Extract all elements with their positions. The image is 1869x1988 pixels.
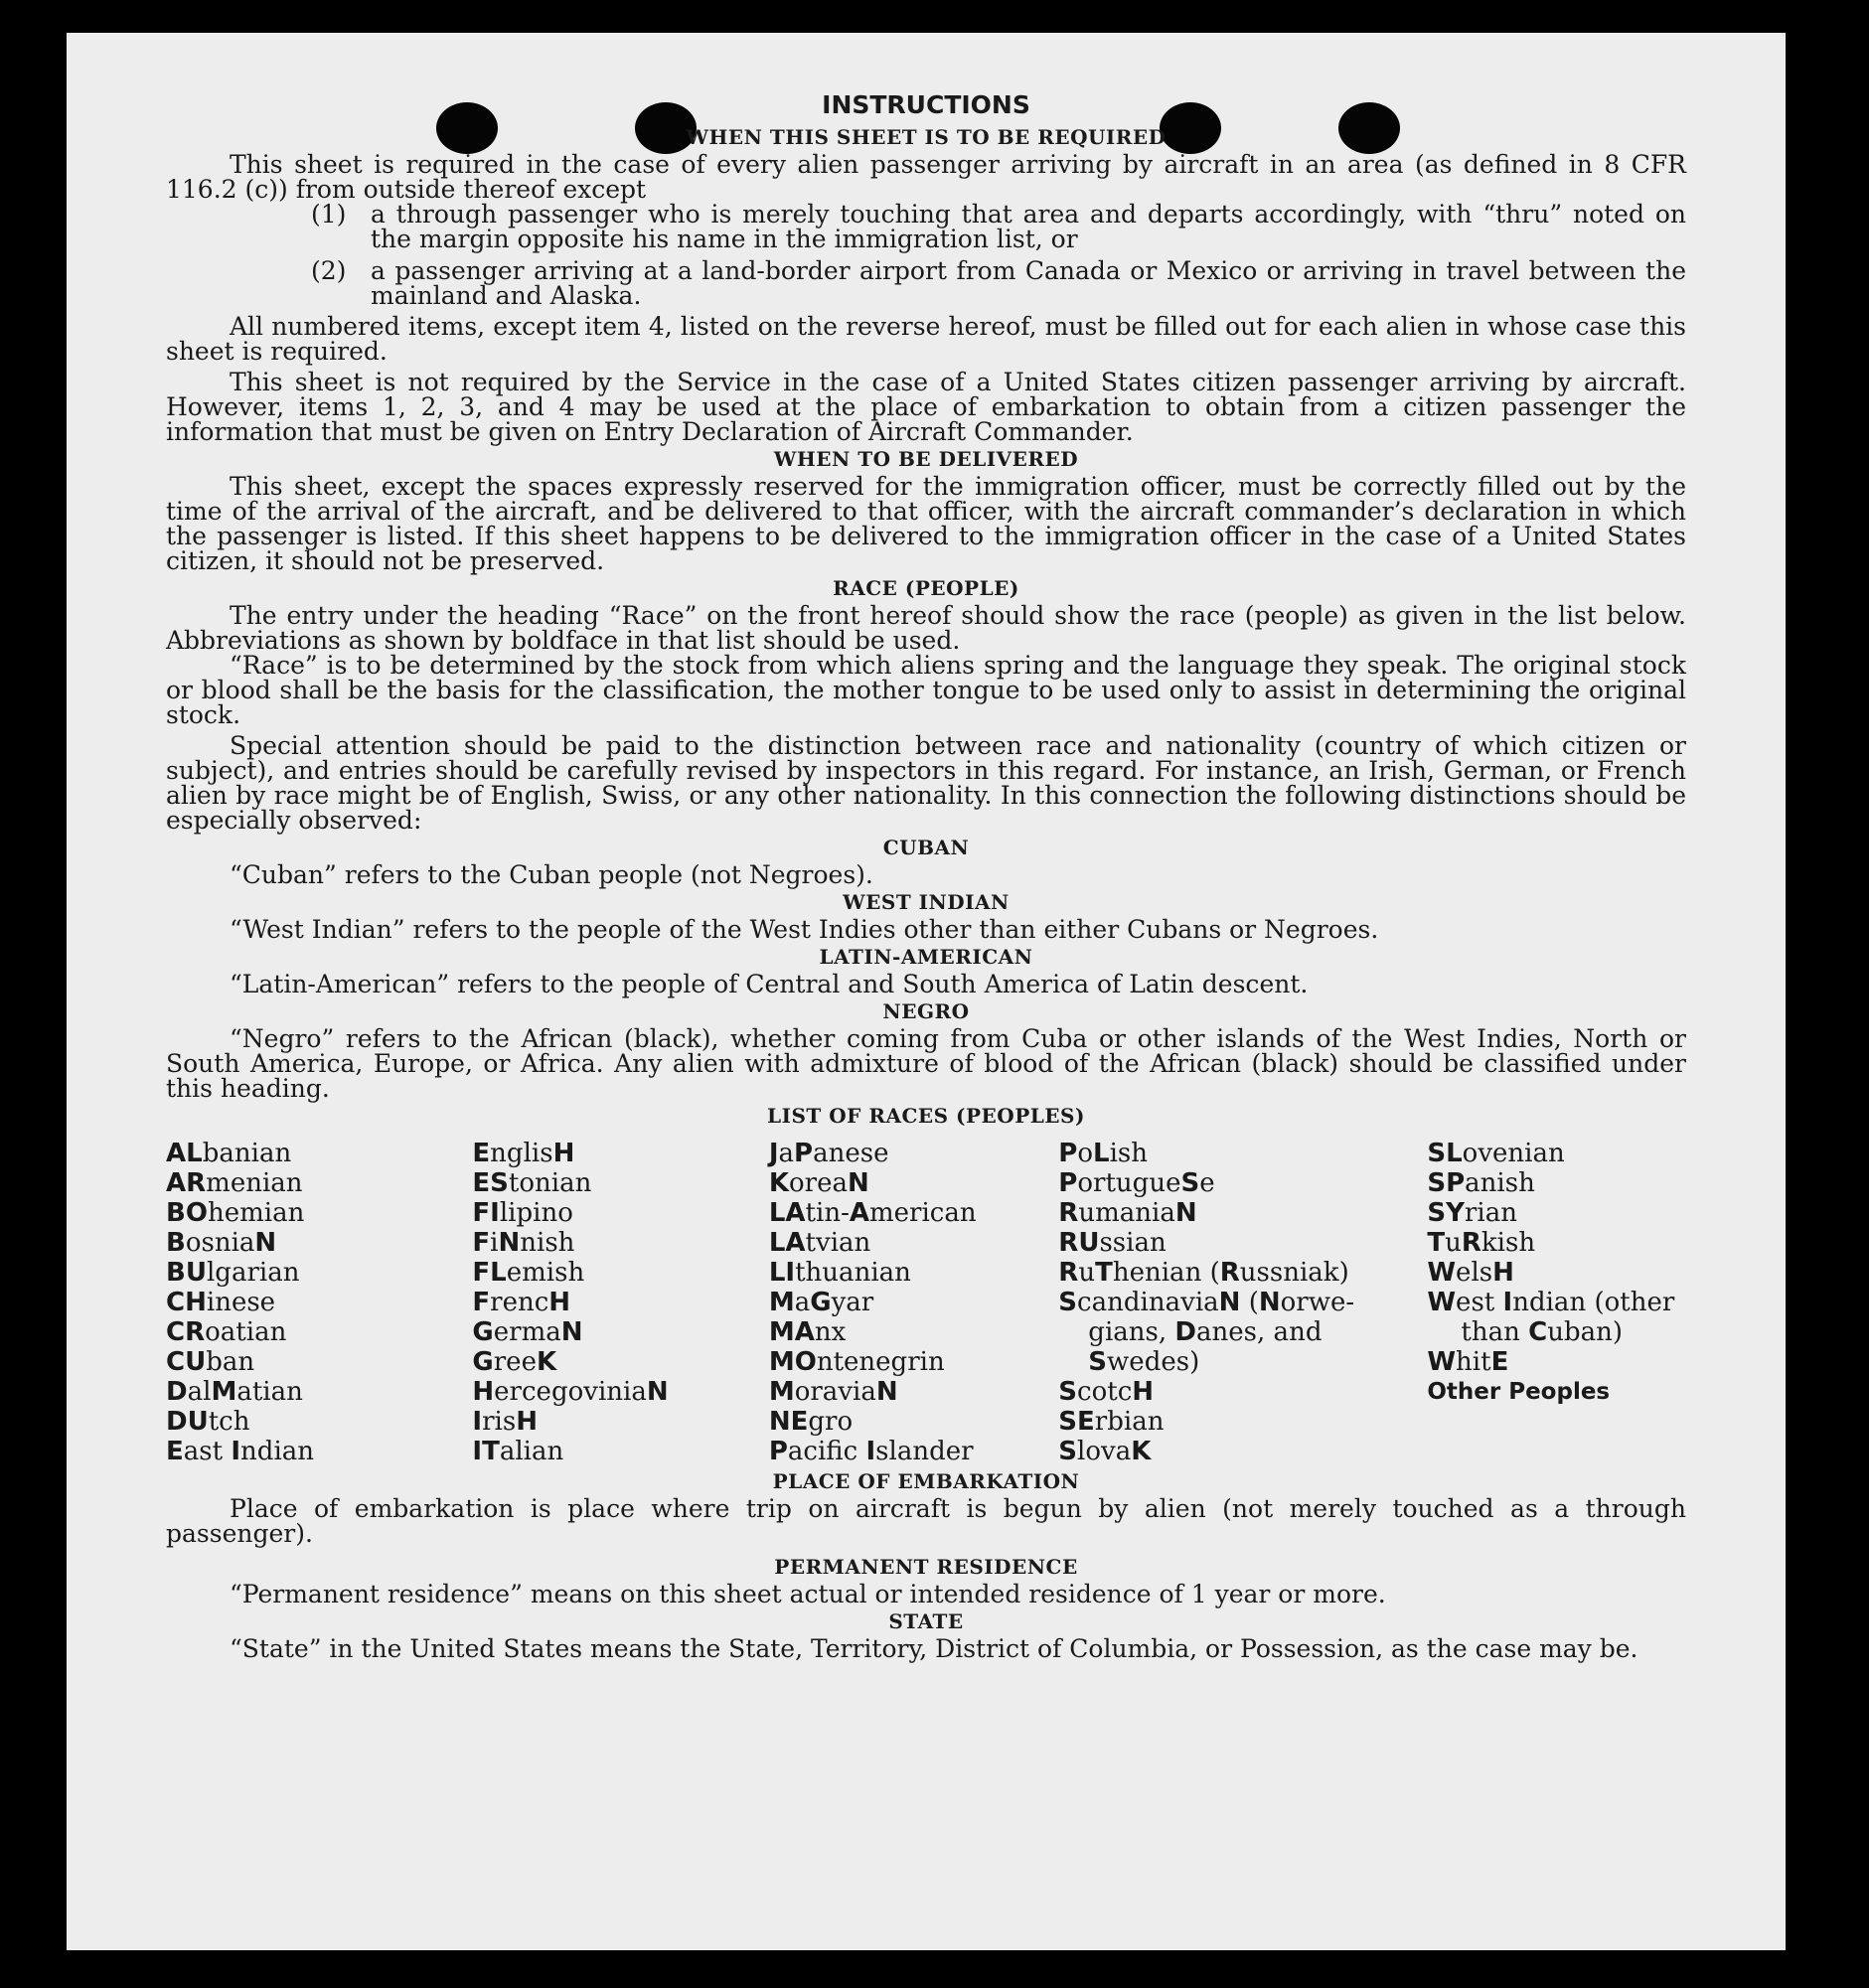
race-item: ScotcH: [1058, 1377, 1155, 1407]
race-item: MaGyar: [768, 1288, 874, 1317]
race-item: GermaN: [472, 1317, 583, 1347]
race-item: SlovaK: [1058, 1437, 1152, 1466]
race-item: Pacifc Islander: [768, 1437, 974, 1466]
race-item: East Indian: [166, 1437, 315, 1466]
race-item: DUtch: [166, 1407, 250, 1437]
race-item: Other Peoples: [1427, 1379, 1611, 1405]
section-heading: LATIN-AMERICAN: [819, 945, 1033, 969]
paragraph: “Permanent residence” means on this sheet actual or intended residence of 1 year or more.: [230, 1580, 1386, 1608]
race-item: ScandinaviaN (Norwe-: [1058, 1288, 1355, 1317]
race-item: FrencH: [472, 1288, 571, 1317]
race-item: ALbanian: [166, 1139, 292, 1168]
race-item: LAtvian: [768, 1228, 871, 1258]
paragraph: “Cuban” refers to the Cuban people (not Negroes).: [230, 860, 873, 889]
numbered-item: [311, 258, 1686, 308]
race-item: TuRkish: [1427, 1228, 1536, 1258]
race-item: Swedes): [1088, 1347, 1200, 1377]
section-heading: STATE: [888, 1609, 964, 1633]
race-item: LAtin-American: [768, 1198, 977, 1228]
numbered-item: [311, 202, 1686, 251]
race-item: GreeK: [472, 1347, 557, 1377]
section-heading: RACE (PEOPLE): [833, 576, 1019, 600]
item-number: (1): [311, 200, 347, 229]
race-item: SYrian: [1427, 1198, 1517, 1228]
race-item: MoraviaN: [768, 1377, 898, 1407]
paragraph: “Race” is to be determined by the stock from which aliens spring and the language they speak. The original stock or blood shall be the basis for the classification, the mother tongue to be used only to assist in determining the original stock.: [166, 651, 1686, 729]
race-list: [166, 1139, 1686, 1466]
item-number: (2): [311, 256, 347, 285]
race-item: EStonian: [472, 1168, 592, 1198]
race-item: SPanish: [1427, 1168, 1535, 1198]
race-item: KoreaN: [768, 1168, 869, 1198]
item-text: a through passenger who is merely touching that area and departs accordingly, with “thru” noted on the margin opposite his name in the immigration list, or: [371, 200, 1686, 253]
race-column: [472, 1139, 768, 1466]
section-heading: WHEN THIS SHEET IS TO BE REQUIRED: [686, 125, 1167, 149]
section-heading: CUBAN: [882, 836, 970, 859]
race-item: WelsH: [1427, 1258, 1514, 1288]
race-column: [166, 1139, 472, 1466]
race-item: HercegoviniaN: [472, 1377, 669, 1407]
race-item: CUban: [166, 1347, 255, 1377]
race-item: FIlipino: [472, 1198, 573, 1228]
race-item: BUlgarian: [166, 1258, 300, 1288]
race-item: DalMatian: [166, 1377, 303, 1407]
paragraph: “Negro” refers to the African (black), whether coming from Cuba or other islands of the West Indies, North or South America, Europe, or Africa. Any alien with admixture of blood of the African (black) should be classified under this heading.: [166, 1024, 1686, 1103]
race-item: NEgro: [768, 1407, 854, 1437]
race-item: ARmenian: [166, 1168, 303, 1198]
race-item: PoLish: [1058, 1139, 1149, 1168]
document-sheet: [67, 33, 1786, 1950]
race-item: ITalian: [472, 1437, 564, 1466]
race-column: [769, 1139, 1058, 1466]
race-item: FLemish: [472, 1258, 585, 1288]
race-item: FiNnish: [472, 1228, 575, 1258]
paragraph: This sheet, except the spaces expressly reserved for the immigration officer, must be correctly filled out by the time of the arrival of the aircraft, and be delivered to that officer, with the aircraft commander’s declaration in which the passenger is listed. If this sheet happens to be delivered to the immigration officer in the case of a United States citizen, it should not be preserved.: [166, 472, 1686, 575]
race-item: PortugueSe: [1058, 1168, 1215, 1198]
paragraph: All numbered items, except item 4, listed on the reverse hereof, must be filled out for each alien in whose case this sheet is required.: [166, 312, 1686, 366]
race-item: RUssian: [1058, 1228, 1167, 1258]
paragraph: This sheet is not required by the Service in the case of a United States citizen passenger arriving by aircraft. However, items 1, 2, 3, and 4 may be used at the place of embarkation to obtain from a citizen passenger the information that must be given on Entry Declaration of Aircraft Commander.: [166, 368, 1686, 446]
item-text: a passenger arriving at a land-border airport from Canada or Mexico or arriving in travel between the mainland and Alaska.: [371, 256, 1686, 310]
race-item: SErbian: [1058, 1407, 1165, 1437]
section-heading: WHEN TO BE DELIVERED: [773, 447, 1079, 471]
paragraph: The entry under the heading “Race” on the front hereof should show the race (people) as given in the list below. Abbreviations as shown by boldface in that list should be used.: [166, 601, 1686, 655]
race-item: gians, Danes, and: [1088, 1317, 1323, 1347]
paragraph: “State” in the United States means the State, Territory, District of Columbia, or Possession, as the case may be.: [230, 1634, 1638, 1663]
section-heading: LIST OF RACES (PEOPLES): [767, 1104, 1085, 1128]
paragraph: This sheet is required in the case of every alien passenger arriving by aircraft in an area (as defined in 8 CFR 116.2 (c)) from outside thereof except: [166, 150, 1686, 204]
section-heading: NEGRO: [882, 999, 970, 1023]
race-item: IrisH: [472, 1407, 538, 1437]
paragraph: “West Indian” refers to the people of the West Indies other than either Cubans or Negroes.: [230, 915, 1379, 944]
instructions-content: [166, 88, 1686, 1661]
race-item: EnglisH: [472, 1139, 575, 1168]
paragraph: Place of embarkation is place where trip on aircraft is begun by alien (not merely touched as a through passenger).: [166, 1494, 1686, 1548]
page-title: INSTRUCTIONS: [822, 90, 1030, 119]
race-item: JaPanese: [768, 1139, 889, 1168]
section-heading: PLACE OF EMBARKATION: [772, 1469, 1080, 1493]
race-item: MOntenegrin: [768, 1347, 945, 1377]
race-item: SLovenian: [1427, 1139, 1565, 1168]
race-item: LIthuanian: [768, 1258, 911, 1288]
race-item: BosniaN: [166, 1228, 277, 1258]
race-item: than Cuban): [1461, 1317, 1624, 1347]
race-item: RuThenian (Russniak): [1058, 1258, 1349, 1288]
race-item: West Indian (other: [1427, 1288, 1675, 1317]
race-item: MAnx: [768, 1317, 847, 1347]
race-item: RumaniaN: [1058, 1198, 1197, 1228]
paragraph: “Latin-American” refers to the people of Central and South America of Latin descent.: [230, 970, 1309, 998]
section-heading: PERMANENT RESIDENCE: [774, 1555, 1078, 1579]
race-item: BOhemian: [166, 1198, 305, 1228]
race-item: CRoatian: [166, 1317, 287, 1347]
race-column: [1427, 1139, 1686, 1466]
paragraph: Special attention should be paid to the distinction between race and nationality (country of which citizen or subject), and entries should be carefully revised by inspectors in this regard. For instance, an Irish, German, or French alien by race might be of English, Swiss, or any other nationality. In this connection the following distinctions should be especially observed:: [166, 731, 1686, 835]
race-item: CHinese: [166, 1288, 276, 1317]
race-column: [1058, 1139, 1427, 1466]
section-heading: WEST INDIAN: [843, 890, 1010, 914]
race-item: WhitE: [1427, 1347, 1509, 1377]
